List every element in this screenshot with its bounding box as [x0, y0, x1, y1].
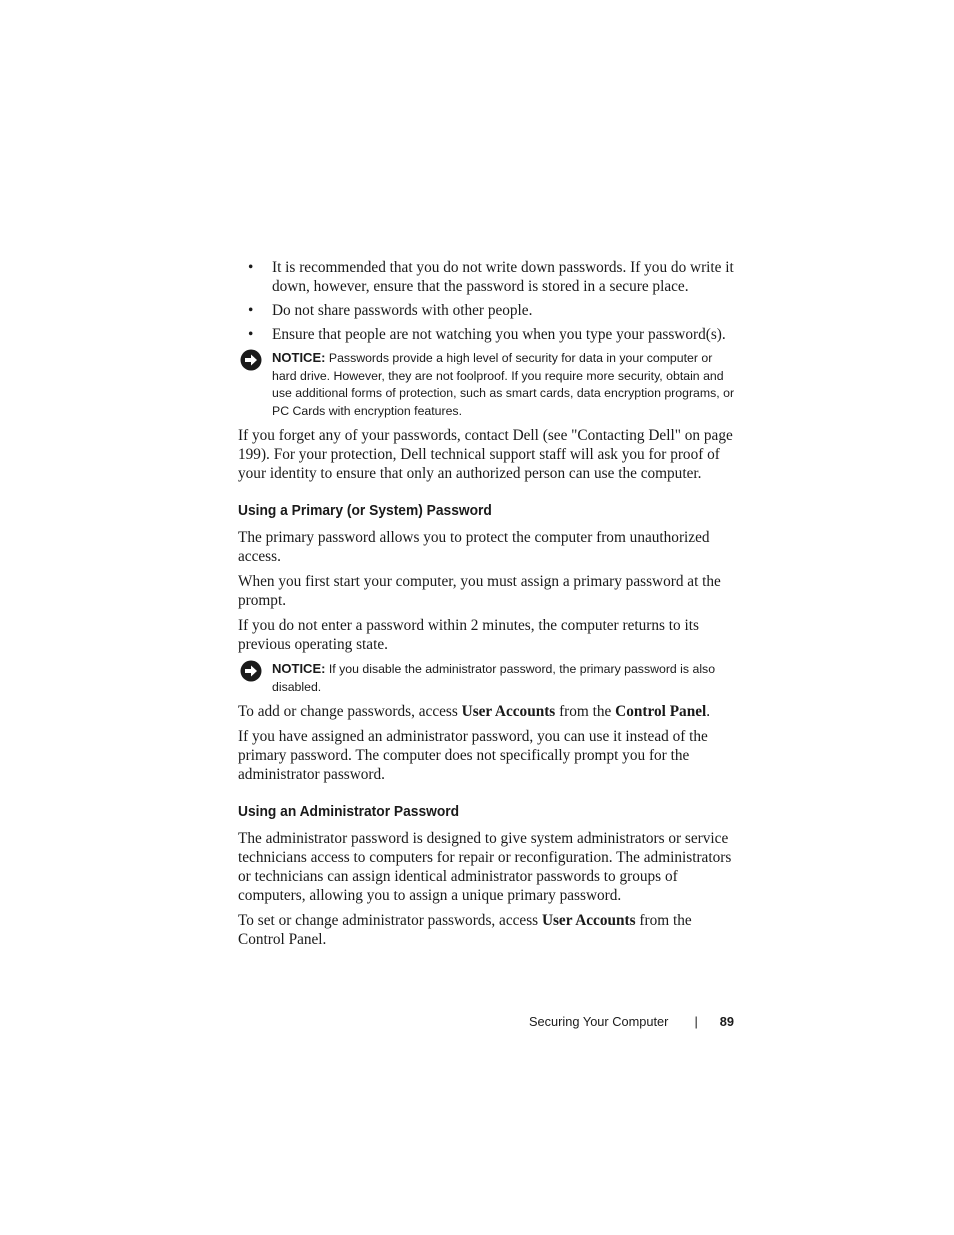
list-item: • It is recommended that you do not write down passwords. If you do write it down, however, ensure that the password is stored in a secure place. [248, 259, 734, 295]
footer-separator: | [694, 1014, 698, 1029]
paragraph-forget-password: If you forget any of your passwords, contact Dell (see "Contacting Dell" on page 199). For your protection, Dell technical support staff will ask you for proof of your identity to ensure that only an authorized person can use the computer. [238, 427, 733, 482]
section-heading-primary-password: Using a Primary (or System) Password [238, 502, 492, 519]
list-item: • Do not share passwords with other people. [248, 302, 533, 319]
paragraph: If you do not enter a password within 2 minutes, the computer returns to its previous operating state. [238, 617, 699, 653]
notice-arrow-icon [240, 660, 262, 682]
footer-section-title: Securing Your Computer [529, 1014, 669, 1029]
section-heading-administrator-password: Using an Administrator Password [238, 803, 460, 820]
paragraph: The administrator password is designed to give system administrators or service technicians access to computers for repair or reconfiguration. The administrators or technicians can assign identical administrator passwords to groups of computers, allowing you to assign a unique primary password. [238, 830, 732, 904]
bullet-icon: • [248, 302, 254, 319]
paragraph: The primary password allows you to protect the computer from unauthorized access. [238, 529, 710, 565]
notice-label: NOTICE: [272, 661, 326, 676]
ui-term-user-accounts: User Accounts [461, 703, 556, 720]
paragraph: When you first start your computer, you must assign a primary password at the prompt. [238, 573, 721, 609]
notice-box [238, 349, 738, 420]
notice-arrow-icon [240, 349, 262, 371]
list-item: • Ensure that people are not watching you when you type your password(s). [248, 326, 726, 343]
notice-text: Passwords provide a high level of security for data in your computer or hard drive. However, they are not foolproof. If you require more security, obtain and use additional forms of protection, such as smart cards, data encryption programs, or PC Cards with encryption features. [272, 351, 735, 418]
notice-text: If you disable the administrator password, the primary password is also disabled. [272, 662, 716, 694]
notice-label: NOTICE: [272, 350, 326, 365]
ui-term-user-accounts: User Accounts [541, 912, 636, 929]
paragraph-set-admin-passwords: To set or change administrator passwords, access User Accounts from the Control Panel. [238, 912, 692, 948]
page-footer [529, 1014, 734, 1029]
ui-term-control-panel: Control Panel [615, 703, 707, 720]
notice-box [238, 660, 738, 696]
page-content [238, 258, 738, 955]
bullet-icon: • [248, 259, 254, 276]
page-number: 89 [719, 1014, 734, 1029]
paragraph: If you have assigned an administrator password, you can use it instead of the primary password. The computer does not specifically prompt you for the administrator password. [238, 728, 708, 783]
bullet-icon: • [248, 326, 254, 343]
paragraph-add-change-passwords: To add or change passwords, access User Accounts from the Control Panel. [238, 703, 711, 720]
bullet-list [238, 258, 738, 344]
